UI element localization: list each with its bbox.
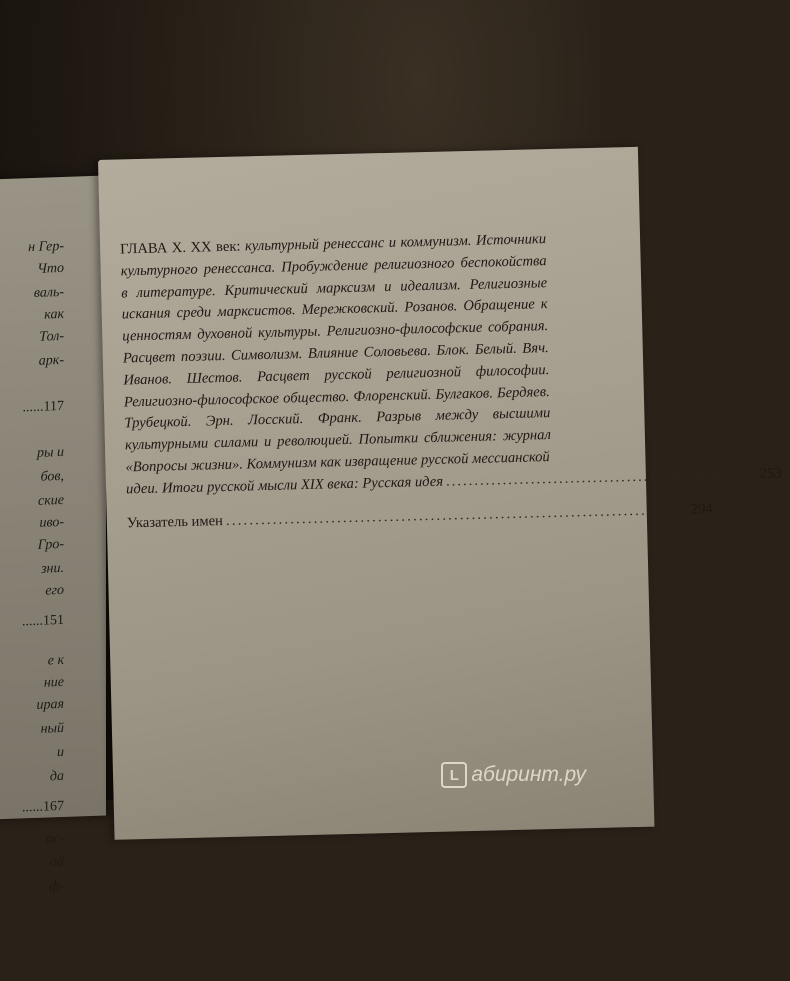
chapter-entry	[120, 229, 552, 479]
watermark	[441, 762, 586, 788]
left-page-text	[0, 177, 66, 981]
left-page-line: ......167	[22, 798, 64, 816]
left-page-line: ские	[38, 492, 64, 509]
left-page-line: ние	[43, 674, 64, 691]
left-page-line: ......151	[22, 612, 64, 630]
left-book-page	[0, 175, 106, 895]
index-label: Указатель имен	[126, 512, 224, 531]
index-page-number: 294	[690, 500, 713, 518]
left-page-line: зни.	[41, 560, 64, 577]
watermark-text: абиринт.ру	[471, 763, 586, 786]
left-page-line: бов,	[40, 468, 64, 485]
left-page-line: ой	[50, 854, 64, 871]
left-page-line: иво-	[39, 514, 64, 531]
chapter-description: культурный ренессанс и коммунизм. Источники культурного ренессанса. Пробуждение религиозного беспокойства в литературе. Критический марксизм и идеализм. Религиозные искания среди марксистов. Мережковский. Розанов. Обращение к ценностям духовной культуры. Религиозно-философские собрания. Расцвет поэзии. Символизм. Влияние Соловьева. Блок. Белый. Вяч. Иванов. Шестов. Расцвет русской религиозной философии. Религиозно-философское общество. Флоренский. Булгаков. Бердяев. Трубецкой. Эрн. Лосский. Франк. Разрыв между высшими культурными силами и революцией. Попытки сближения: журнал «Вопросы жизни». Коммунизм как извращение русской мессианской	[120, 231, 552, 476]
left-page-line: и	[57, 744, 64, 761]
chapter-heading: ГЛАВА X. XX век:	[119, 238, 241, 258]
left-page-line: Тол-	[39, 328, 64, 345]
right-book-page	[98, 147, 782, 840]
left-page-line: валь-	[33, 284, 64, 301]
left-page-line: арк-	[38, 352, 64, 369]
chapter-last-line-text: идеи. Итоги русской мысли XIX века: Русская идея	[125, 473, 444, 498]
index-entry	[126, 500, 713, 535]
left-page-line: н Гер-	[28, 238, 64, 256]
leader-dots: .......................................................	[445, 465, 757, 490]
left-page-line: как	[44, 306, 64, 323]
table-of-contents	[119, 229, 782, 535]
left-page-line: да	[49, 768, 64, 785]
left-page-line: е к	[47, 652, 64, 669]
left-page-line: ......117	[22, 398, 64, 416]
left-page-line: Что	[37, 260, 64, 277]
left-page-line: Гро-	[37, 536, 64, 553]
left-page-line: ры и	[37, 444, 64, 461]
left-page-line: ф-	[49, 878, 64, 895]
left-page-line: ный	[40, 720, 64, 737]
left-page-line: его	[45, 582, 64, 599]
chapter-page-number: 253	[759, 465, 782, 482]
left-page-line: ирая	[36, 696, 64, 713]
leader-dots: ...............................................................................	[225, 501, 688, 529]
left-page-line: ос-	[46, 830, 64, 847]
labirint-logo-icon: L	[441, 762, 467, 788]
